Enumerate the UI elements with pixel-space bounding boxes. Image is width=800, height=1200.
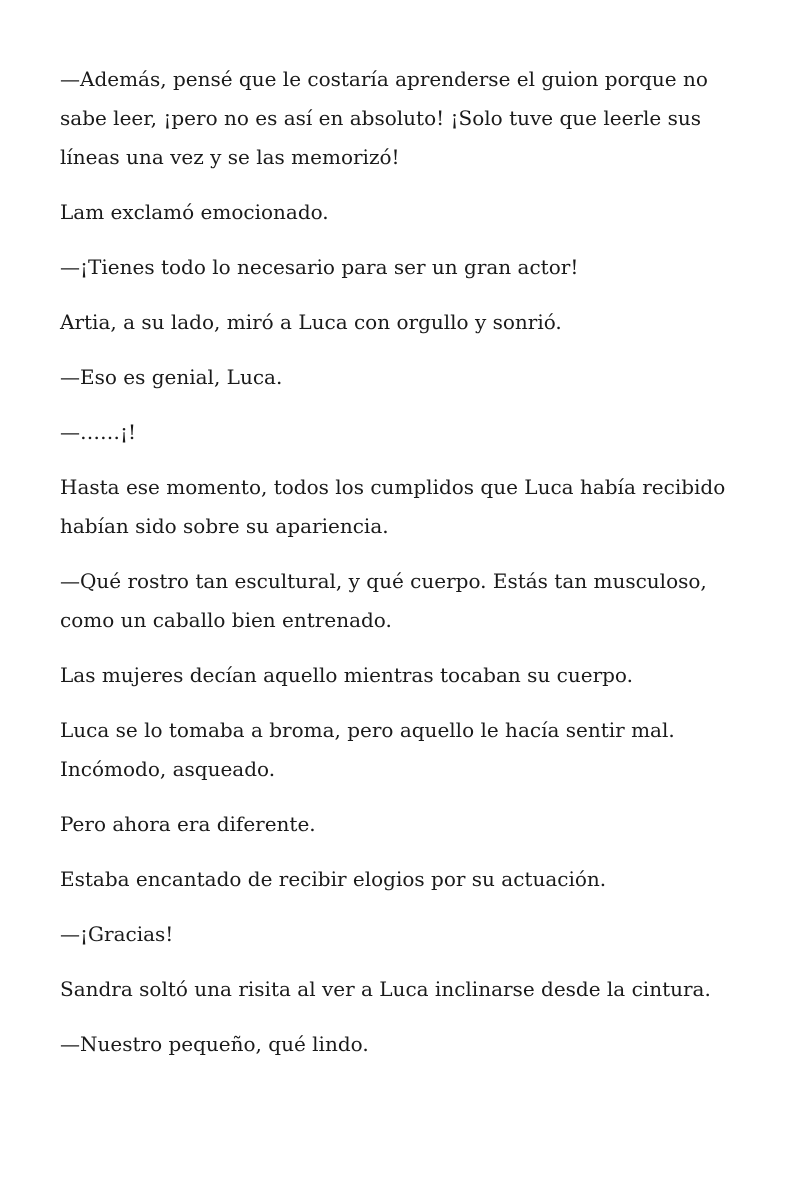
paragraph: Lam exclamó emocionado. — [60, 200, 329, 224]
paragraph: —Además, pensé que le costaría aprenderse el guion porque no sabe leer, ¡pero no es así en absoluto! ¡Solo tuve que leerle sus líneas una vez y se las memorizó! — [60, 67, 708, 169]
paragraph: Las mujeres decían aquello mientras tocaban su cuerpo. — [60, 663, 633, 687]
paragraph: —Eso es genial, Luca. — [60, 365, 283, 389]
paragraph: —Nuestro pequeño, qué lindo. — [60, 1032, 369, 1056]
paragraph: Pero ahora era diferente. — [60, 812, 316, 836]
paragraph: Artia, a su lado, miró a Luca con orgullo y sonrió. — [60, 310, 562, 334]
paragraph: —¡Gracias! — [60, 922, 174, 946]
paragraph: —¡Tienes todo lo necesario para ser un gran actor! — [60, 255, 579, 279]
paragraph: —Qué rostro tan escultural, y qué cuerpo. Estás tan musculoso, como un caballo bien entrenado. — [60, 569, 707, 632]
paragraph: —……¡! — [60, 420, 137, 444]
paragraph: Luca se lo tomaba a broma, pero aquello le hacía sentir mal. Incómodo, asqueado. — [60, 718, 675, 781]
paragraph: Hasta ese momento, todos los cumplidos que Luca había recibido habían sido sobre su apariencia. — [60, 475, 726, 538]
paragraph: Sandra soltó una risita al ver a Luca inclinarse desde la cintura. — [60, 977, 711, 1001]
paragraph: Estaba encantado de recibir elogios por su actuación. — [60, 867, 607, 891]
